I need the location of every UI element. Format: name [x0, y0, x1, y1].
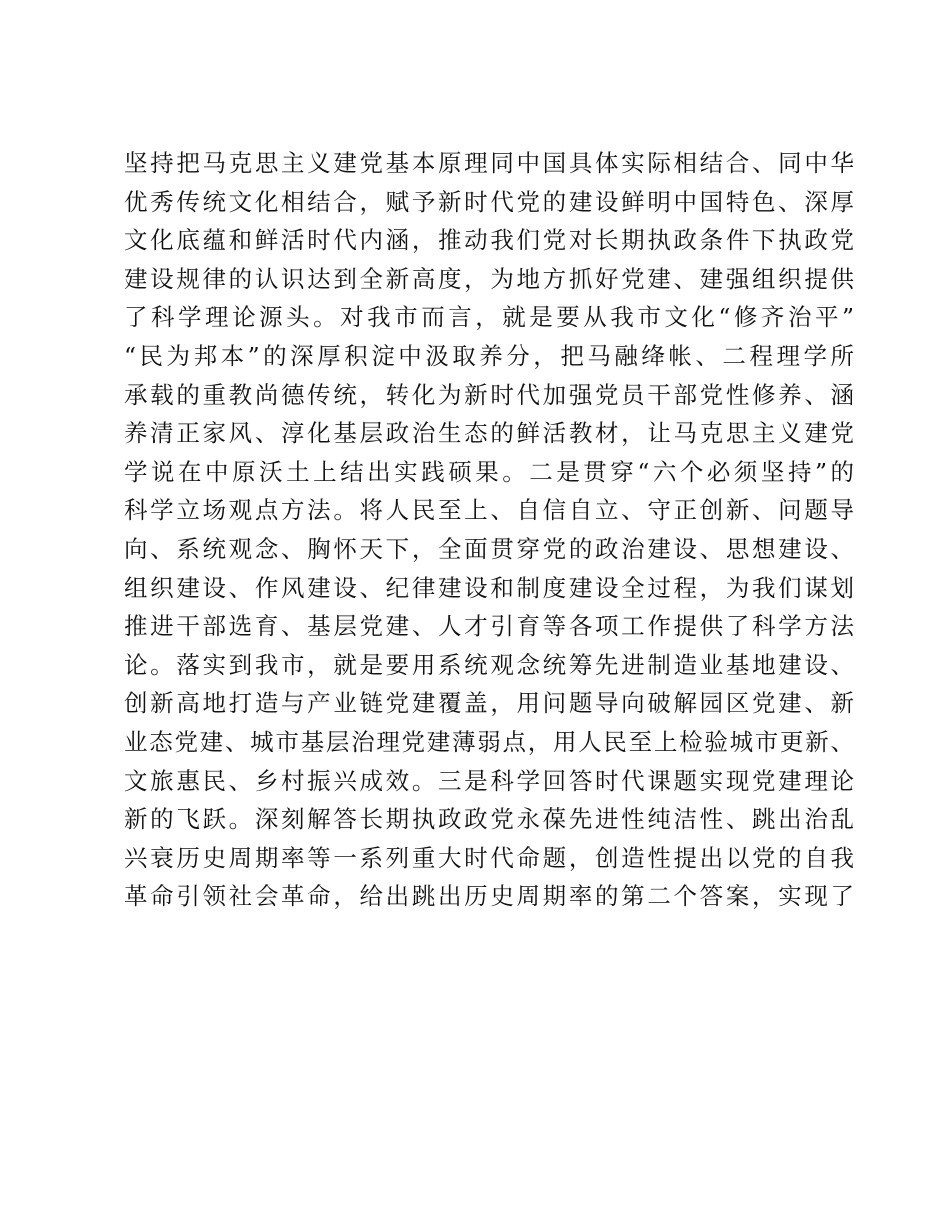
text-line: 优秀传统文化相结合，赋予新时代党的建设鲜明中国特色、深厚 — [124, 187, 854, 216]
text-line: 推进干部选育、基层党建、人才引育等各项工作提供了科学方法 — [124, 612, 854, 641]
text-line: 科学立场观点方法。将人民至上、自信自立、守正创新、问题导 — [124, 496, 854, 525]
text-line: 革命引领社会革命，给出跳出历史周期率的第二个答案，实现了 — [124, 882, 854, 911]
text-line: 业态党建、城市基层治理党建薄弱点，用人民至上检验城市更新、 — [124, 727, 854, 756]
body-text — [124, 144, 854, 916]
text-line: 建设规律的认识达到全新高度，为地方抓好党建、建强组织提供 — [124, 264, 854, 293]
text-line: 新的飞跃。深刻解答长期执政政党永葆先进性纯洁性、跳出治乱 — [124, 805, 854, 834]
text-line: 养清正家风、淳化基层政治生态的鲜活教材，让马克思主义建党 — [124, 419, 854, 448]
text-line: 组织建设、作风建设、纪律建设和制度建设全过程，为我们谋划 — [124, 573, 854, 602]
text-line: 坚持把马克思主义建党基本原理同中国具体实际相结合、同中华 — [124, 149, 854, 177]
text-line: 论。落实到我市，就是要用系统观念统筹先进制造业基地建设、 — [124, 650, 854, 679]
text-line: 文旅惠民、乡村振兴成效。三是科学回答时代课题实现党建理论 — [124, 766, 854, 795]
text-line: 文化底蕴和鲜活时代内涵，推动我们党对长期执政条件下执政党 — [124, 226, 854, 255]
text-line: 了科学理论源头。对我市而言，就是要从我市文化“修齐治平” — [124, 303, 854, 332]
text-line: 创新高地打造与产业链党建覆盖，用问题导向破解园区党建、新 — [124, 689, 854, 718]
text-line: 兴衰历史周期率等一系列重大时代命题，创造性提出以党的自我 — [124, 843, 854, 872]
text-line: 向、系统观念、胸怀天下，全面贯穿党的政治建设、思想建设、 — [124, 534, 854, 563]
text-line: 承载的重教尚德传统，转化为新时代加强党员干部党性修养、涵 — [124, 380, 854, 409]
text-line: “民为邦本”的深厚积淀中汲取养分，把马融绛帐、二程理学所 — [124, 341, 854, 370]
text-line: 学说在中原沃土上结出实践硕果。二是贯穿“六个必须坚持”的 — [124, 457, 854, 486]
